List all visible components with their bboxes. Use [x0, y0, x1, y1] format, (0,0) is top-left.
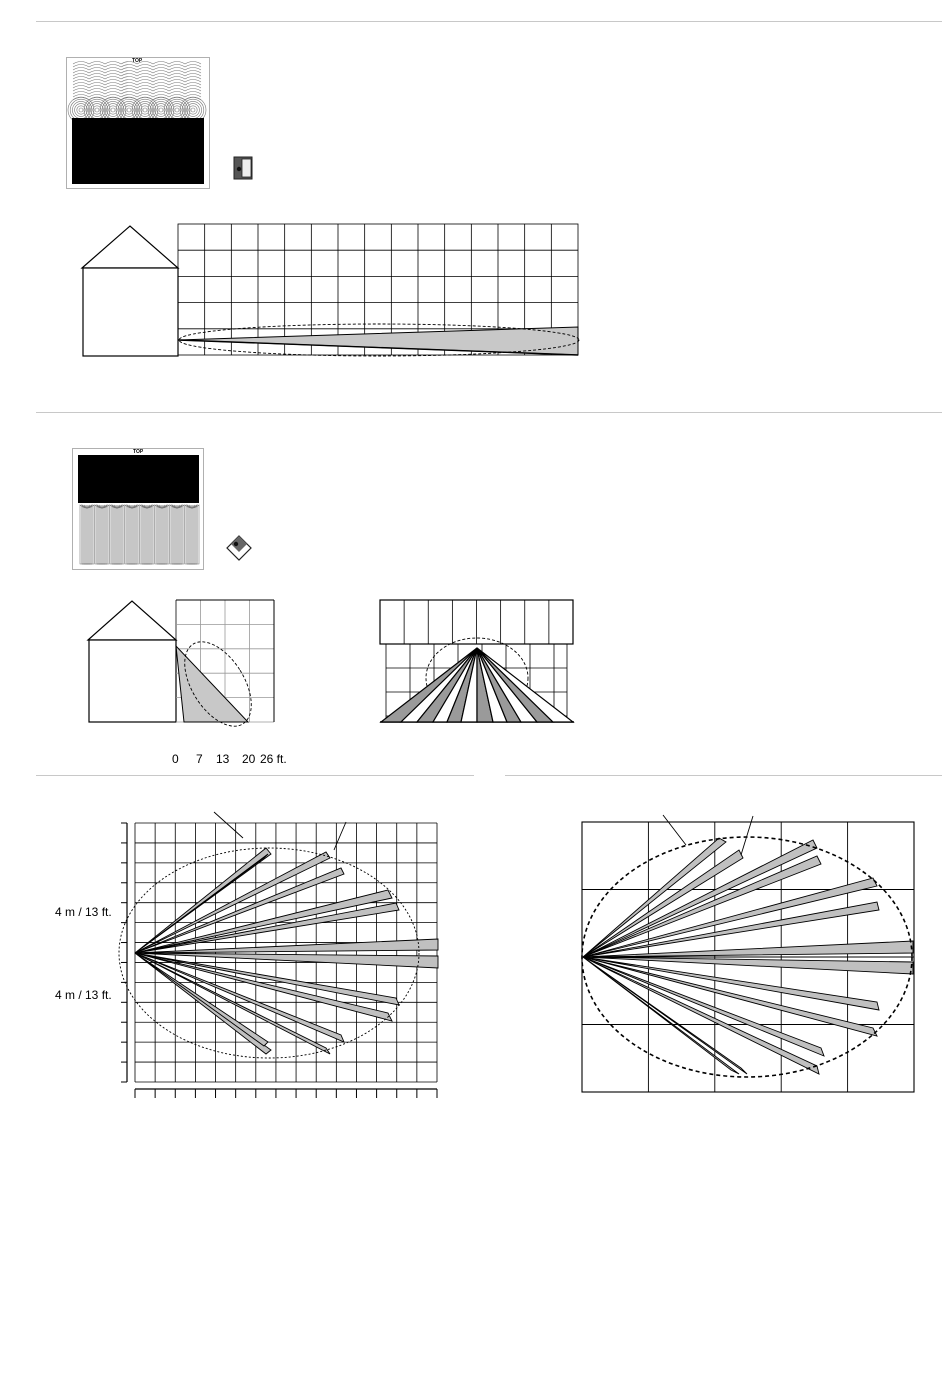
axis-label-lower: 4 m / 13 ft.	[55, 988, 112, 1002]
curtain-top-view	[379, 598, 579, 728]
pir-sensor-icon	[233, 155, 255, 181]
divider-right-bottom	[505, 775, 942, 776]
lens-top-label: TOP	[133, 449, 144, 455]
wide-angle-coarse-view	[581, 810, 921, 1100]
wide-angle-top-view	[116, 810, 446, 1110]
long-range-lens-card	[66, 57, 210, 189]
axis-label-upper: 4 m / 13 ft.	[55, 905, 112, 919]
house-roof	[82, 226, 178, 268]
lens-card-icon	[67, 58, 209, 188]
beam-pattern	[178, 327, 578, 355]
curtain-lens-card	[72, 448, 204, 570]
house-wall	[83, 268, 178, 356]
mount-orientation-icon	[226, 535, 252, 561]
divider-top	[36, 21, 942, 22]
lens-card-icon	[73, 449, 203, 569]
long-range-side-view	[82, 222, 582, 362]
divider-left-bottom	[36, 775, 474, 776]
lens-top-label: TOP	[132, 58, 143, 64]
curtain-side-view	[88, 598, 288, 728]
divider-middle	[36, 412, 942, 413]
